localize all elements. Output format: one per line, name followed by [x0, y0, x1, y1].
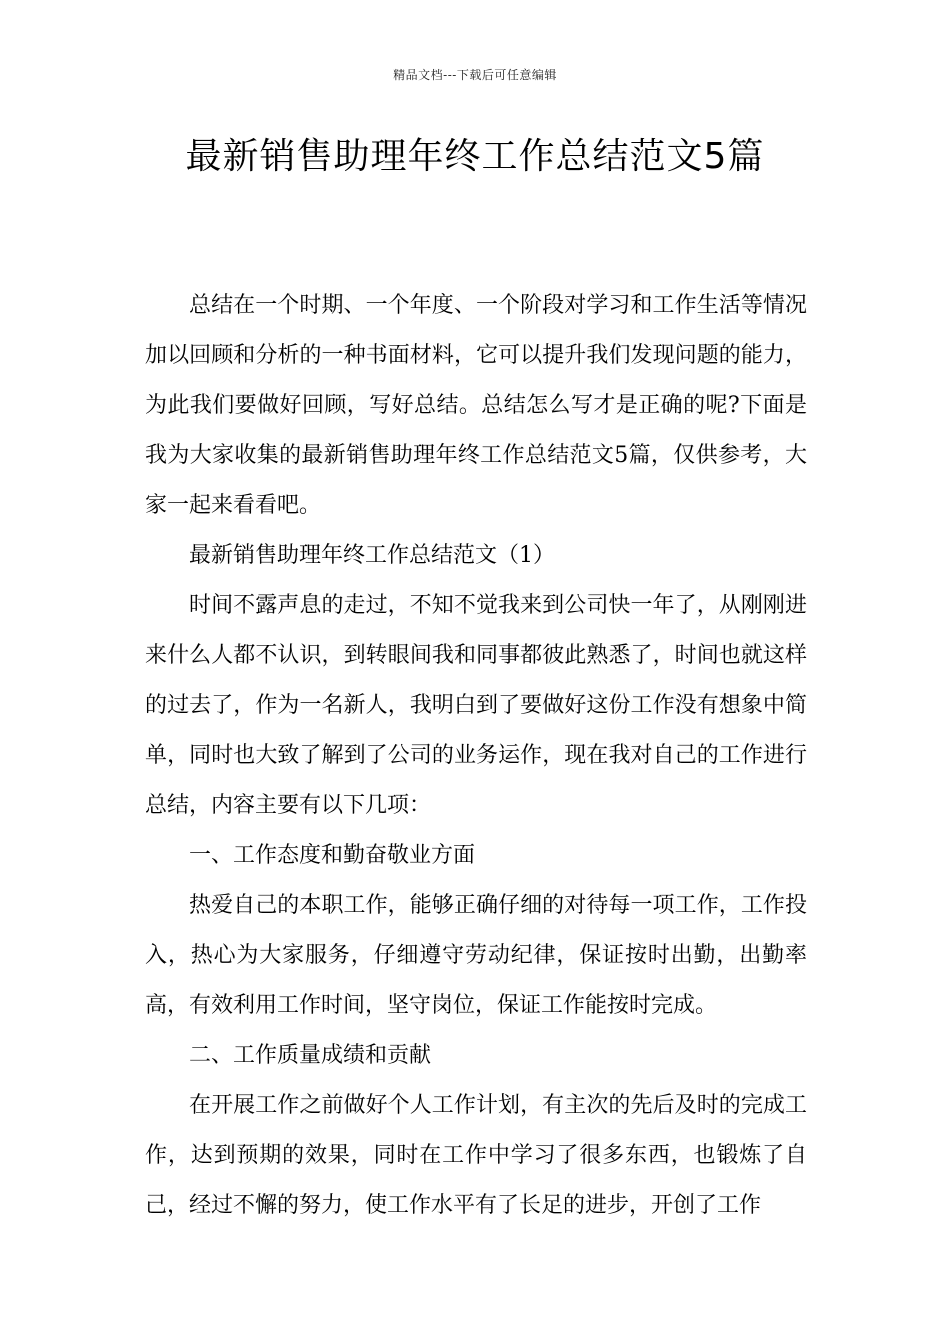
- document-title: 最新销售助理年终工作总结范文5篇: [185, 136, 765, 177]
- intro-paragraph: 总结在一个时期、一个年度、一个阶段对学习和工作生活等情况加以回顾和分析的一种书面材料，它可以提升我们发现问题的能力，为此我们要做好回顾，写好总结。总结怎么写才是正确的呢?下面是我为大家收集的最新销售助理年终工作总结范文5篇，仅供参考，大家一起来看看吧。: [145, 293, 807, 518]
- header-note: 精品文档---下载后可任意编辑: [393, 68, 557, 82]
- subheading-work-quality: 二、工作质量成绩和贡献: [189, 1043, 432, 1068]
- body-paragraph: 在开展工作之前做好个人工作计划，有主次的先后及时的完成工作，达到预期的效果，同时在工作中学习了很多东西，也锻炼了自己，经过不懈的努力，使工作水平有了长足的进步，开创了工作: [145, 1093, 807, 1218]
- document-body: [145, 281, 807, 1231]
- subheading-work-attitude: 一、工作态度和勤奋敬业方面: [189, 843, 476, 868]
- section-heading-1: 最新销售助理年终工作总结范文（1）: [189, 543, 555, 568]
- body-paragraph: 时间不露声息的走过，不知不觉我来到公司快一年了，从刚刚进来什么人都不认识，到转眼间我和同事都彼此熟悉了，时间也就这样的过去了，作为一名新人，我明白到了要做好这份工作没有想象中简单，同时也大致了解到了公司的业务运作，现在我对自己的工作进行总结，内容主要有以下几项：: [145, 593, 807, 818]
- body-paragraph: 热爱自己的本职工作，能够正确仔细的对待每一项工作，工作投入，热心为大家服务，仔细遵守劳动纪律，保证按时出勤，出勤率高，有效利用工作时间，坚守岗位，保证工作能按时完成。: [145, 893, 807, 1018]
